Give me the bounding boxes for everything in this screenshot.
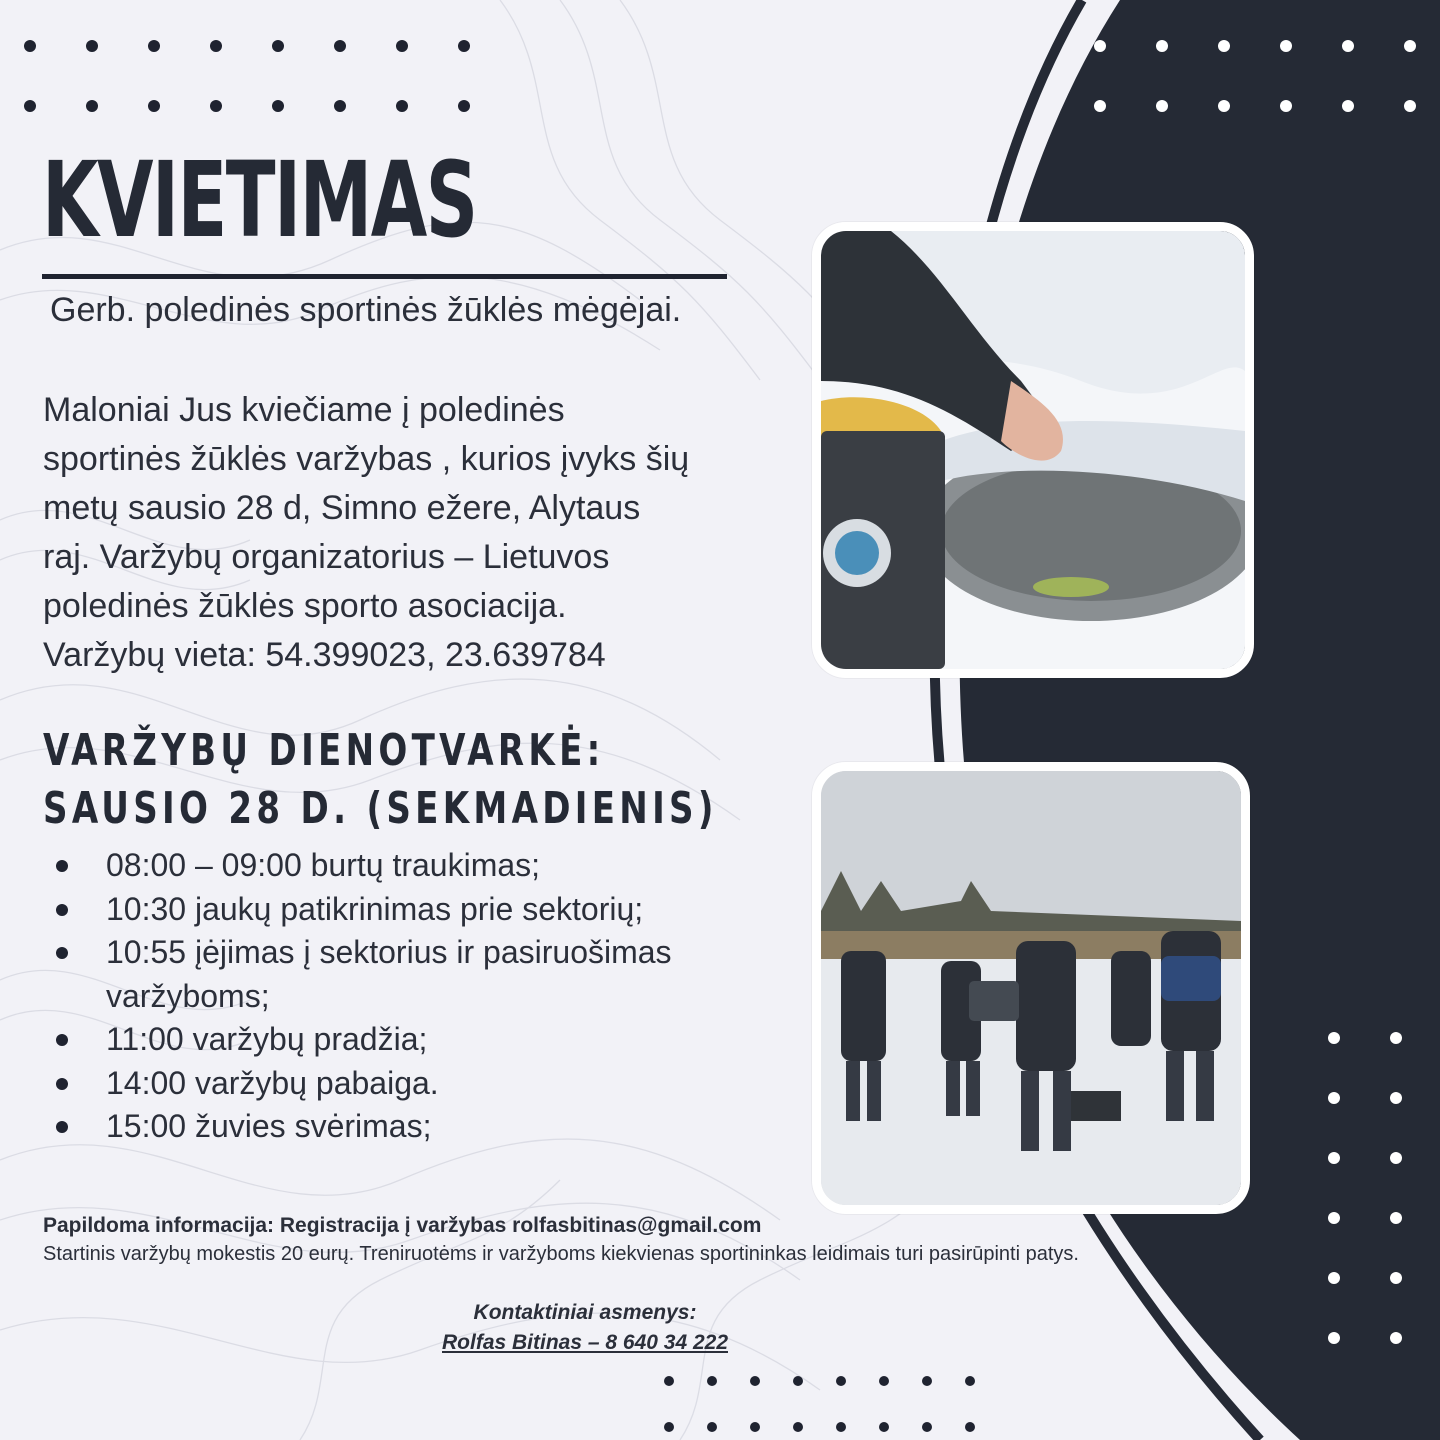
body-line: sportinės žūklės varžybas , kurios įvyks šių xyxy=(43,440,690,478)
dot-grid-bottom xyxy=(664,1376,975,1432)
schedule-item: 15:00 žuvies svėrimas; xyxy=(54,1105,814,1149)
registration-info: Papildoma informacija: Registracija į varžybas rolfasbitinas@gmail.com xyxy=(43,1214,762,1237)
additional-info xyxy=(43,1212,1118,1268)
body-line: poledinės žūklės sporto asociacija. xyxy=(43,587,567,625)
dot-grid-top-left xyxy=(24,40,470,112)
schedule-item: 14:00 varžybų pabaiga. xyxy=(54,1062,814,1106)
dot-grid-top-right xyxy=(1094,40,1416,112)
dot-grid-right-bottom xyxy=(1328,1032,1402,1344)
title-underline xyxy=(42,274,727,279)
body-line: Maloniai Jus kviečiame į poledinės xyxy=(43,391,565,429)
body-line: raj. Varžybų organizatorius – Lietuvos xyxy=(43,538,610,576)
photo-anglers-walking xyxy=(812,762,1250,1214)
contact-person: Rolfas Bitinas – 8 640 34 222 xyxy=(442,1331,728,1354)
contacts-label: Kontaktiniai asmenys: xyxy=(473,1301,697,1324)
contacts-block xyxy=(355,1298,815,1358)
page-title: KVIETIMAS xyxy=(42,139,477,261)
schedule-list xyxy=(54,844,814,1149)
schedule-heading-line2: SAUSIO 28 D. (SEKMADIENIS) xyxy=(43,783,718,834)
schedule-heading-line1: VARŽYBŲ DIENOTVARKĖ: xyxy=(43,725,605,776)
body-line: metų sausio 28 d, Simno ežere, Alytaus xyxy=(43,489,641,527)
schedule-item: 08:00 – 09:00 burtų traukimas; xyxy=(54,844,814,888)
schedule-item: 11:00 varžybų pradžia; xyxy=(54,1018,814,1062)
fee-info: Startinis varžybų mokestis 20 eurų. Treniruotėms ir varžyboms kiekvienas sportininkas leidimais turi pasirūpinti patys. xyxy=(43,1243,1079,1265)
body-line: Varžybų vieta: 54.399023, 23.639784 xyxy=(43,636,606,674)
schedule-item: 10:55 įėjimas į sektorius ir pasiruošimas varžyboms; xyxy=(54,931,814,1018)
greeting: Gerb. poledinės sportinės žūklės mėgėjai. xyxy=(50,291,682,329)
schedule-item: 10:30 jaukų patikrinimas prie sektorių; xyxy=(54,888,814,932)
invitation-body xyxy=(43,386,813,680)
schedule-heading xyxy=(43,722,718,838)
photo-ice-hole xyxy=(812,222,1254,678)
